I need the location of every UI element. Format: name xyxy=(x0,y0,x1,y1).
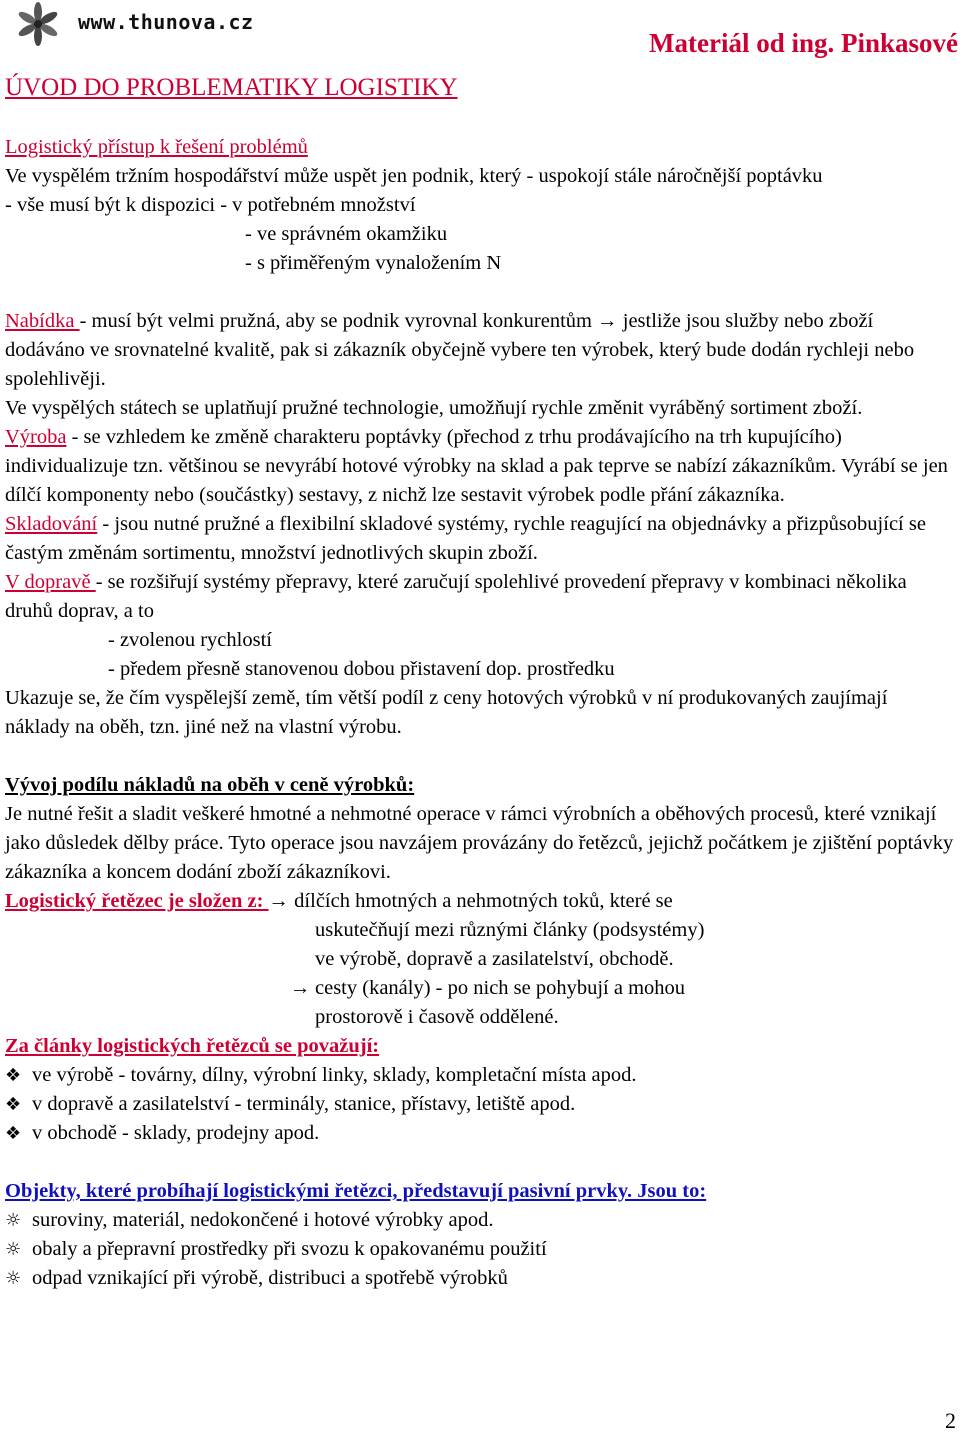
list-item: ❖ v obchodě - sklady, prodejny apod. xyxy=(5,1119,955,1148)
flower-logo-icon xyxy=(14,2,64,46)
list-item: ❖ ve výrobě - továrny, dílny, výrobní linky, sklady, kompletační místa apod. xyxy=(5,1061,955,1090)
list-item: ☼ suroviny, materiál, nedokončené i hotové výrobky apod. xyxy=(5,1206,955,1235)
chain-line: ve výrobě, dopravě a zasilatelství, obchodě. xyxy=(315,948,674,970)
paragraph-ukazuje: Ukazuje se, že čím vyspělejší země, tím větší podíl z ceny hotových výrobků v ní produkovaných zaujímají náklady na oběh, tzn. jiné než na vlastní výrobu. xyxy=(5,687,888,738)
logo-text: www.thunova.cz xyxy=(78,10,254,34)
list-line: - s přiměřeným vynaložením N xyxy=(245,252,502,274)
spacer xyxy=(5,742,955,771)
list-item: ❖ v dopravě a zasilatelství - terminály, stanice, přístavy, letiště apod. xyxy=(5,1090,955,1119)
document-body xyxy=(5,133,955,1293)
paragraph-technology: Ve vyspělých státech se uplatňují pružné technologie, umožňují rychle změnit vyráběný sortiment zboží. xyxy=(5,397,863,419)
list-line: - zvolenou rychlostí xyxy=(108,629,272,651)
paragraph-vyroba: Výroba - se vzhledem ke změně charakteru poptávky (přechod z trhu prodávajícího na trh kupujícího) individualizuje tzn. většinou se nevyrábí hotové výrobky na sklad a pak teprve se nabízí zákazníkům. Vyrábí se jen dílčí komponenty nebo (součástky) sestavy, z nichž lze sestavit výrobek podle přání zákazníka. xyxy=(5,426,948,506)
chain-line: → cesty (kanály) - po nich se pohybují a mohou xyxy=(5,974,955,1003)
list-item: ☼ odpad vznikající při výrobě, distribuci a spotřebě výrobků xyxy=(5,1264,955,1293)
arrow-right-icon: → xyxy=(597,310,618,332)
keyword-chain: Logistický řetězec je složen z: xyxy=(5,890,269,912)
list-line: - ve správném okamžiku xyxy=(245,223,448,245)
page-number: 2 xyxy=(945,1408,956,1433)
list-item: ☼ obaly a přepravní prostředky při svozu k opakovanému použití xyxy=(5,1235,955,1264)
list-line: - předem přesně stanovenou dobou přistavení dop. prostředku xyxy=(108,658,615,680)
chain-line: Logistický řetězec je složen z: → dílčích hmotných a nehmotných toků, které se xyxy=(5,890,673,912)
source-label: Materiál od ing. Pinkasové xyxy=(649,28,958,58)
paragraph-intro: Ve vyspělém tržním hospodářství může uspět jen podnik, který - uspokojí stále náročnější poptávku xyxy=(5,165,823,187)
paragraph-skladovani: Skladování - jsou nutné pružné a flexibilní skladové systémy, rychle reagující na objednávky a přizpůsobující se častým změnám sortimentu, množství jednotlivých skupin zboží. xyxy=(5,513,926,564)
section-heading-approach: Logistický přístup k řešení problémů xyxy=(5,136,308,158)
sun-bullet-icon: ☼ xyxy=(5,1268,22,1289)
sun-bullet-icon: ☼ xyxy=(5,1239,22,1260)
keyword-doprava: V dopravě xyxy=(5,571,96,593)
arrow-right-icon: → xyxy=(268,890,290,912)
arrow-right-icon: → xyxy=(290,977,311,999)
chain-line: prostorově i časově oddělené. xyxy=(315,1006,559,1028)
list-line: - vše musí být k dispozici - v potřebném množství xyxy=(5,194,416,216)
diamond-bullet-icon: ❖ xyxy=(5,1123,22,1144)
section-heading-objects: Objekty, které probíhají logistickými řetězci, představují pasivní prvky. Jsou to: xyxy=(5,1180,707,1202)
site-logo[interactable] xyxy=(14,2,254,46)
spacer xyxy=(5,278,955,307)
section-heading-links: Za články logistických řetězců se považují: xyxy=(5,1035,380,1057)
keyword-skladovani: Skladování xyxy=(5,513,98,535)
keyword-vyroba: Výroba xyxy=(5,426,67,448)
diamond-bullet-icon: ❖ xyxy=(5,1094,22,1115)
paragraph-costs: Je nutné řešit a sladit veškeré hmotné a nehmotné operace v rámci výrobních a oběhových procesů, které vznikají jako důsledek dělby práce. Tyto operace jsou navzájem provázány do řetězců, jejichž počátkem je zjištění poptávky zákazníka a koncem dodání zboží zákazníkovi. xyxy=(5,803,954,883)
section-heading-costs: Vývoj podílu nákladů na oběh v ceně výrobků: xyxy=(5,774,415,796)
diamond-bullet-icon: ❖ xyxy=(5,1065,22,1086)
chain-line: uskutečňují mezi různými články (podsystémy) xyxy=(315,919,705,941)
sun-bullet-icon: ☼ xyxy=(5,1210,22,1231)
spacer xyxy=(5,1148,955,1177)
paragraph-doprava: V dopravě - se rozšiřují systémy přepravy, které zaručují spolehlivé provedení přepravy v kombinaci několika druhů doprav, a to xyxy=(5,571,907,622)
page-title: ÚVOD DO PROBLEMATIKY LOGISTIKY xyxy=(5,74,458,101)
keyword-nabidka: Nabídka xyxy=(5,310,80,332)
paragraph-nabidka: Nabídka - musí být velmi pružná, aby se podnik vyrovnal konkurentům → jestliže jsou služby nebo zboží dodáváno ve srovnatelné kvalitě, pak si zákazník obyčejně vybere ten výrobek, který bude dodán rychleji nebo spolehlivěji. xyxy=(5,310,915,390)
